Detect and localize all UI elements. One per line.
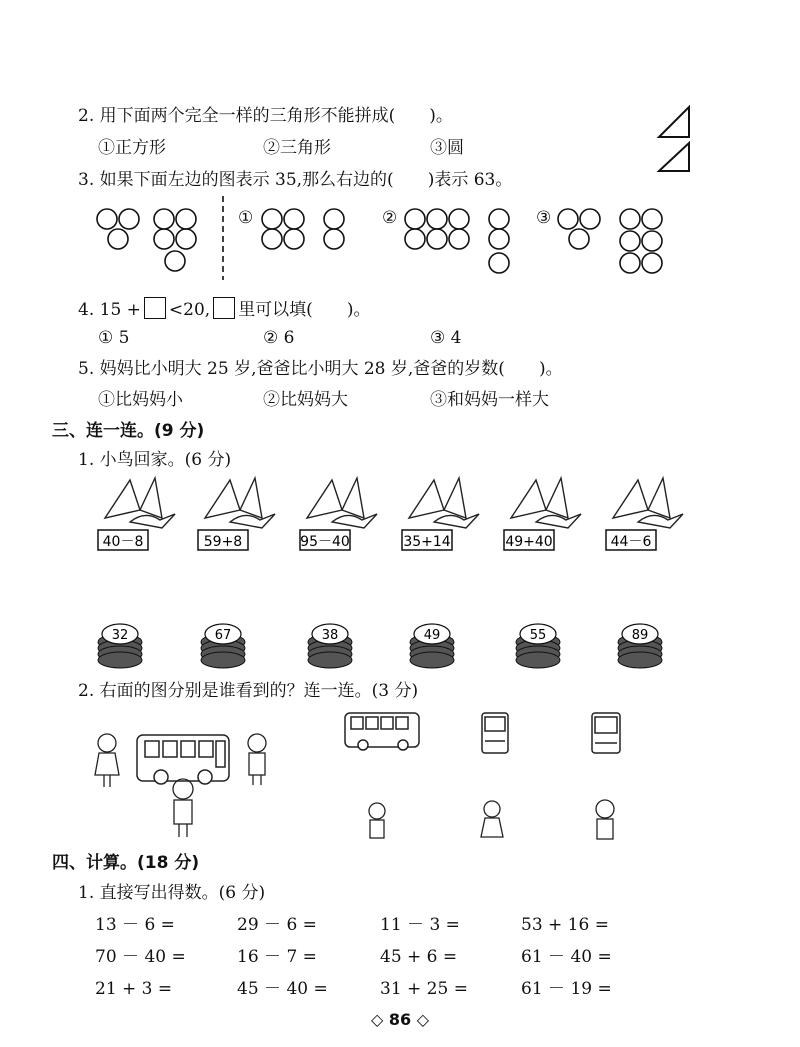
nest-number: 32: [111, 628, 129, 643]
bird-body-icon: [230, 514, 275, 528]
q2-option-1: ①正方形: [98, 138, 166, 158]
bird-label: 44－6: [610, 534, 652, 550]
q3-stem: 3. 如果下面左边的图表示 35,那么右边的( )表示 63。: [78, 170, 513, 190]
q4-blank-box: [144, 297, 166, 319]
bird-card: [198, 478, 275, 550]
nest-number: 67: [214, 628, 232, 643]
nest-ring-icon: [201, 652, 245, 668]
q4-option-2: ② 6: [263, 328, 295, 348]
calc-item: 61 － 19 =: [521, 979, 612, 999]
bird-label: 49+40: [505, 534, 553, 550]
bird-body-icon: [434, 514, 479, 528]
child-figure-1-icon: [369, 803, 385, 838]
bird-right-wing-icon: [140, 478, 162, 518]
q2-option-3: ③圆: [430, 138, 464, 158]
nest: [618, 624, 662, 668]
bird-right-wing-icon: [342, 478, 364, 518]
bird-label: 40－8: [102, 534, 144, 550]
nest: [410, 624, 454, 668]
nest-ring-icon: [618, 652, 662, 668]
nest-ring-icon: [410, 652, 454, 668]
q3-option-2-label: ②: [382, 208, 398, 228]
nests-row: [0, 622, 800, 672]
calc-item: 13 － 6 =: [95, 915, 175, 935]
calc-item: 21 + 3 =: [95, 979, 173, 999]
calc-item: 16 － 7 =: [237, 947, 317, 967]
bird-left-wing-icon: [205, 480, 240, 518]
section-4-title: 四、计算。(18 分): [52, 853, 200, 873]
bus-side-icon: [137, 735, 229, 784]
view-bus-front-icon: [592, 713, 620, 753]
s3-q1-stem: 1. 小鸟回家。(6 分): [78, 450, 232, 470]
nest-ring-icon: [308, 652, 352, 668]
bird-left-wing-icon: [511, 480, 546, 518]
nest: [516, 624, 560, 668]
q4-option-1: ① 5: [98, 328, 130, 348]
q5-option-1: ①比妈妈小: [98, 390, 183, 410]
q5-stem: 5. 妈妈比小明大 25 岁,爸爸比小明大 28 岁,爸爸的岁数( )。: [78, 359, 563, 379]
bird-body-icon: [638, 514, 683, 528]
boy-side-figure-icon: [248, 734, 266, 785]
bird-card: [300, 478, 377, 550]
birds-row: [0, 470, 800, 560]
bird-body-icon: [130, 514, 175, 528]
bird-right-wing-icon: [444, 478, 466, 518]
calc-item: 45 － 40 =: [237, 979, 328, 999]
q4-stem: [78, 297, 370, 319]
boy-back-figure-icon: [173, 779, 193, 837]
nest-ring-icon: [98, 652, 142, 668]
viewing-scene: [95, 705, 625, 845]
q2-option-2: ②三角形: [263, 138, 331, 158]
calc-item: 70 － 40 =: [95, 947, 186, 967]
calc-item: 61 － 40 =: [521, 947, 612, 967]
calc-item: 29 － 6 =: [237, 915, 317, 935]
nest-ring-icon: [516, 652, 560, 668]
bird-card: [98, 478, 175, 550]
q4-stem-b: <20,: [168, 300, 211, 320]
view-bus-back-icon: [482, 713, 508, 753]
s4-q1-stem: 1. 直接写出得数。(6 分): [78, 883, 266, 903]
bird-card: [504, 478, 581, 550]
view-bus-side-icon: [345, 713, 419, 750]
bird-body-icon: [332, 514, 377, 528]
bird-label: 59+8: [203, 534, 243, 550]
bird-card: [402, 478, 479, 550]
bird-label: 35+14: [403, 534, 451, 550]
bird-right-wing-icon: [648, 478, 670, 518]
q2-stem: 2. 用下面两个完全一样的三角形不能拼成( )。: [78, 106, 453, 126]
girl-figure-2-icon: [481, 801, 503, 837]
bird-right-wing-icon: [546, 478, 568, 518]
q4-stem-c: 里可以填( )。: [238, 300, 371, 320]
s3-q2-stem: 2. 右面的图分别是谁看到的？连一连。(3 分): [78, 681, 419, 701]
triangles-figure: [655, 105, 695, 175]
q5-option-3: ③和妈妈一样大: [430, 390, 549, 410]
q4-blank-box-2: [213, 297, 235, 319]
bird-left-wing-icon: [409, 480, 444, 518]
calc-item: 53 + 16 =: [521, 915, 609, 935]
page-number: ◇ 86 ◇: [370, 1010, 429, 1029]
girl-figure-icon: [95, 734, 119, 787]
q3-option-1-label: ①: [238, 208, 254, 228]
calc-item: 11 － 3 =: [380, 915, 460, 935]
nest-number: 55: [529, 628, 547, 643]
nest-number: 89: [631, 628, 649, 643]
bird-card: [606, 478, 683, 550]
calc-item: 45 + 6 =: [380, 947, 458, 967]
q4-stem-a: 4. 15 +: [78, 300, 141, 320]
bird-left-wing-icon: [307, 480, 342, 518]
nest: [201, 624, 245, 668]
q5-option-2: ②比妈妈大: [263, 390, 348, 410]
bird-left-wing-icon: [613, 480, 648, 518]
bird-label: 95－40: [300, 534, 350, 550]
nest-number: 38: [321, 628, 339, 643]
bird-left-wing-icon: [105, 480, 140, 518]
nest: [98, 624, 142, 668]
nest-number: 49: [423, 628, 441, 643]
bird-body-icon: [536, 514, 581, 528]
nest: [308, 624, 352, 668]
bird-right-wing-icon: [240, 478, 262, 518]
section-3-title: 三、连一连。(9 分): [52, 421, 205, 441]
boy-figure-3-icon: [596, 800, 614, 839]
q4-option-3: ③ 4: [430, 328, 462, 348]
calc-item: 31 + 25 =: [380, 979, 468, 999]
q3-option-3-label: ③: [536, 208, 552, 228]
